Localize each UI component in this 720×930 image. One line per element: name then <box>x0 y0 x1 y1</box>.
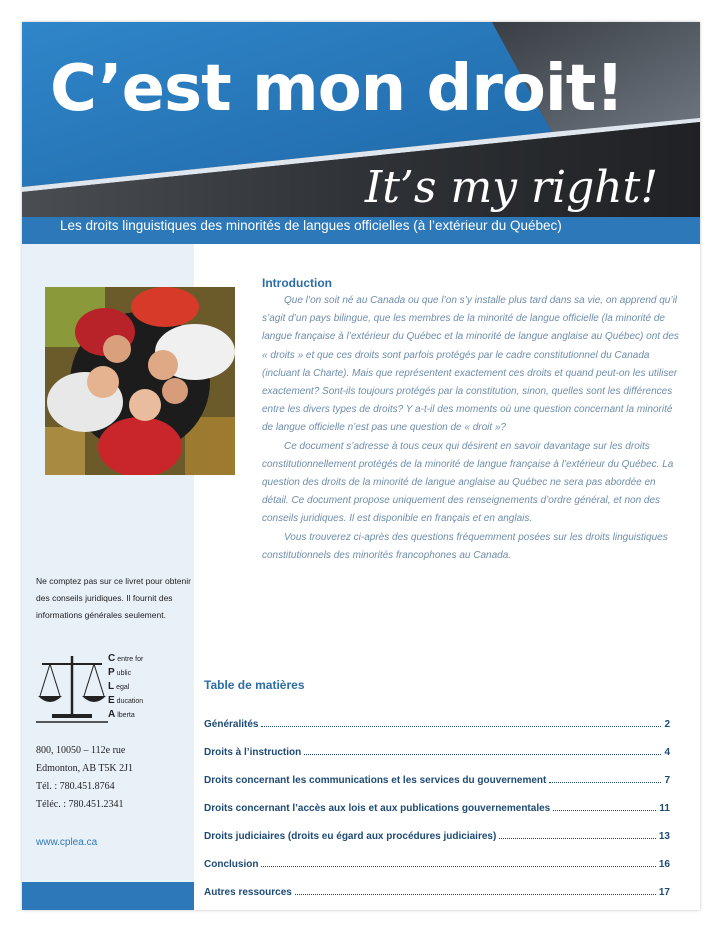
toc-leader <box>261 726 661 727</box>
document-page <box>22 22 700 910</box>
fax-line: Téléc. : 780.451.2341 <box>36 799 124 810</box>
toc-entry-label: Droits à l’instruction <box>204 747 302 758</box>
phone-line: Tél. : 780.451.8764 <box>36 781 115 792</box>
toc-entry[interactable] <box>204 870 670 898</box>
introduction-heading: Introduction <box>262 276 332 290</box>
toc-entry-label: Conclusion <box>204 859 259 870</box>
contact-address <box>36 742 133 814</box>
introduction-body <box>262 292 680 565</box>
toc-page-number: 4 <box>664 747 670 758</box>
toc-page-number: 16 <box>658 859 670 870</box>
header-banner <box>22 22 700 244</box>
group-photo-image <box>45 287 235 475</box>
toc-entry[interactable] <box>204 814 670 842</box>
toc-leader <box>553 810 656 811</box>
introduction-paragraph: Vous trouverez ci-après des questions fréquemment posées sur les droits linguistiques constitutionnels des minorités francophones au Canada. <box>262 531 668 561</box>
tagline: Les droits linguistiques des minorités de langues officielles (à l’extérieur du Québec) <box>60 218 562 233</box>
logo-line: P ublic <box>108 667 132 678</box>
toc-leader <box>304 754 661 755</box>
toc-entry-label: Droits concernant l’accès aux lois et aux publications gouvernementales <box>204 803 551 814</box>
toc-entry-label: Autres ressources <box>204 887 292 898</box>
toc-entry[interactable] <box>204 730 670 758</box>
toc-entry-label: Généralités <box>204 719 259 730</box>
toc-heading: Table de matières <box>204 678 305 692</box>
logo-line: L egal <box>108 681 130 692</box>
toc-entry[interactable] <box>204 702 670 730</box>
logo-line: E ducation <box>108 695 144 706</box>
logo-line: A lberta <box>108 709 135 720</box>
toc-leader <box>499 838 656 839</box>
page-title: C’est mon droit! <box>50 52 624 126</box>
table-of-contents <box>204 702 670 898</box>
toc-entry[interactable] <box>204 786 670 814</box>
address-line: 800, 10050 – 112e rue <box>36 745 126 756</box>
organization-logo-text <box>108 652 143 722</box>
introduction-paragraph: Que l’on soit né au Canada ou que l’on s’y installe plus tard dans sa vie, on apprend qu’il s’agit d’un pays bilingue, que les membres de la minorité de langue officielle (la minorité de langue française à l’extérieur du Québec et la minorité de langue anglaise au Québec) ont des « droits » et que ces droits sont parfois protégés par le cadre constitutionnel du Canada (incluant la Charte). Mais que représentent exactement ces droits et quand peut-on les utiliser exactement? Sont-ils toujours protégés par la constitution, sinon, quelles sont les différences entre les divers types de droits? Y a-t-il des moments où une question concernant la minorité de langue officielle n’est pas une question de « droit »? <box>262 295 679 434</box>
toc-page-number: 7 <box>664 775 670 786</box>
address-line: Edmonton, AB T5K 2J1 <box>36 763 134 774</box>
toc-leader <box>261 866 655 867</box>
toc-entry[interactable] <box>204 758 670 786</box>
legal-disclaimer: Ne comptez pas sur ce livret pour obtenir des conseils juridiques. Il fournit des informations générales seulement. <box>36 576 191 620</box>
toc-entry[interactable] <box>204 842 670 870</box>
toc-page-number: 2 <box>664 719 670 730</box>
toc-page-number: 11 <box>659 803 670 814</box>
toc-leader <box>549 782 661 783</box>
toc-entry-label: Droits concernant les communications et les services du gouvernement <box>204 775 547 786</box>
toc-page-number: 17 <box>658 887 670 898</box>
page-subtitle: It’s my right! <box>364 162 658 213</box>
logo-line: C entre for <box>108 653 144 664</box>
group-photo <box>45 287 235 475</box>
toc-page-number: 13 <box>658 831 670 842</box>
sidebar-footer-bar <box>22 882 194 910</box>
introduction-paragraph: Ce document s’adresse à tous ceux qui désirent en savoir davantage sur les droits constitutionnellement protégés de la minorité de langue française à l’extérieur du Québec. La question des droits de la minorité de langue anglaise au Québec ne sera pas abordée en détail. Ce document propose uniquement des renseignements d’ordre général, et non des conseils juridiques. Il est disponible en français et en anglais. <box>262 440 674 525</box>
toc-entry-label: Droits judiciaires (droits eu égard aux procédures judiciaires) <box>204 831 497 842</box>
toc-leader <box>295 894 656 895</box>
website-link[interactable]: www.cplea.ca <box>36 837 98 848</box>
